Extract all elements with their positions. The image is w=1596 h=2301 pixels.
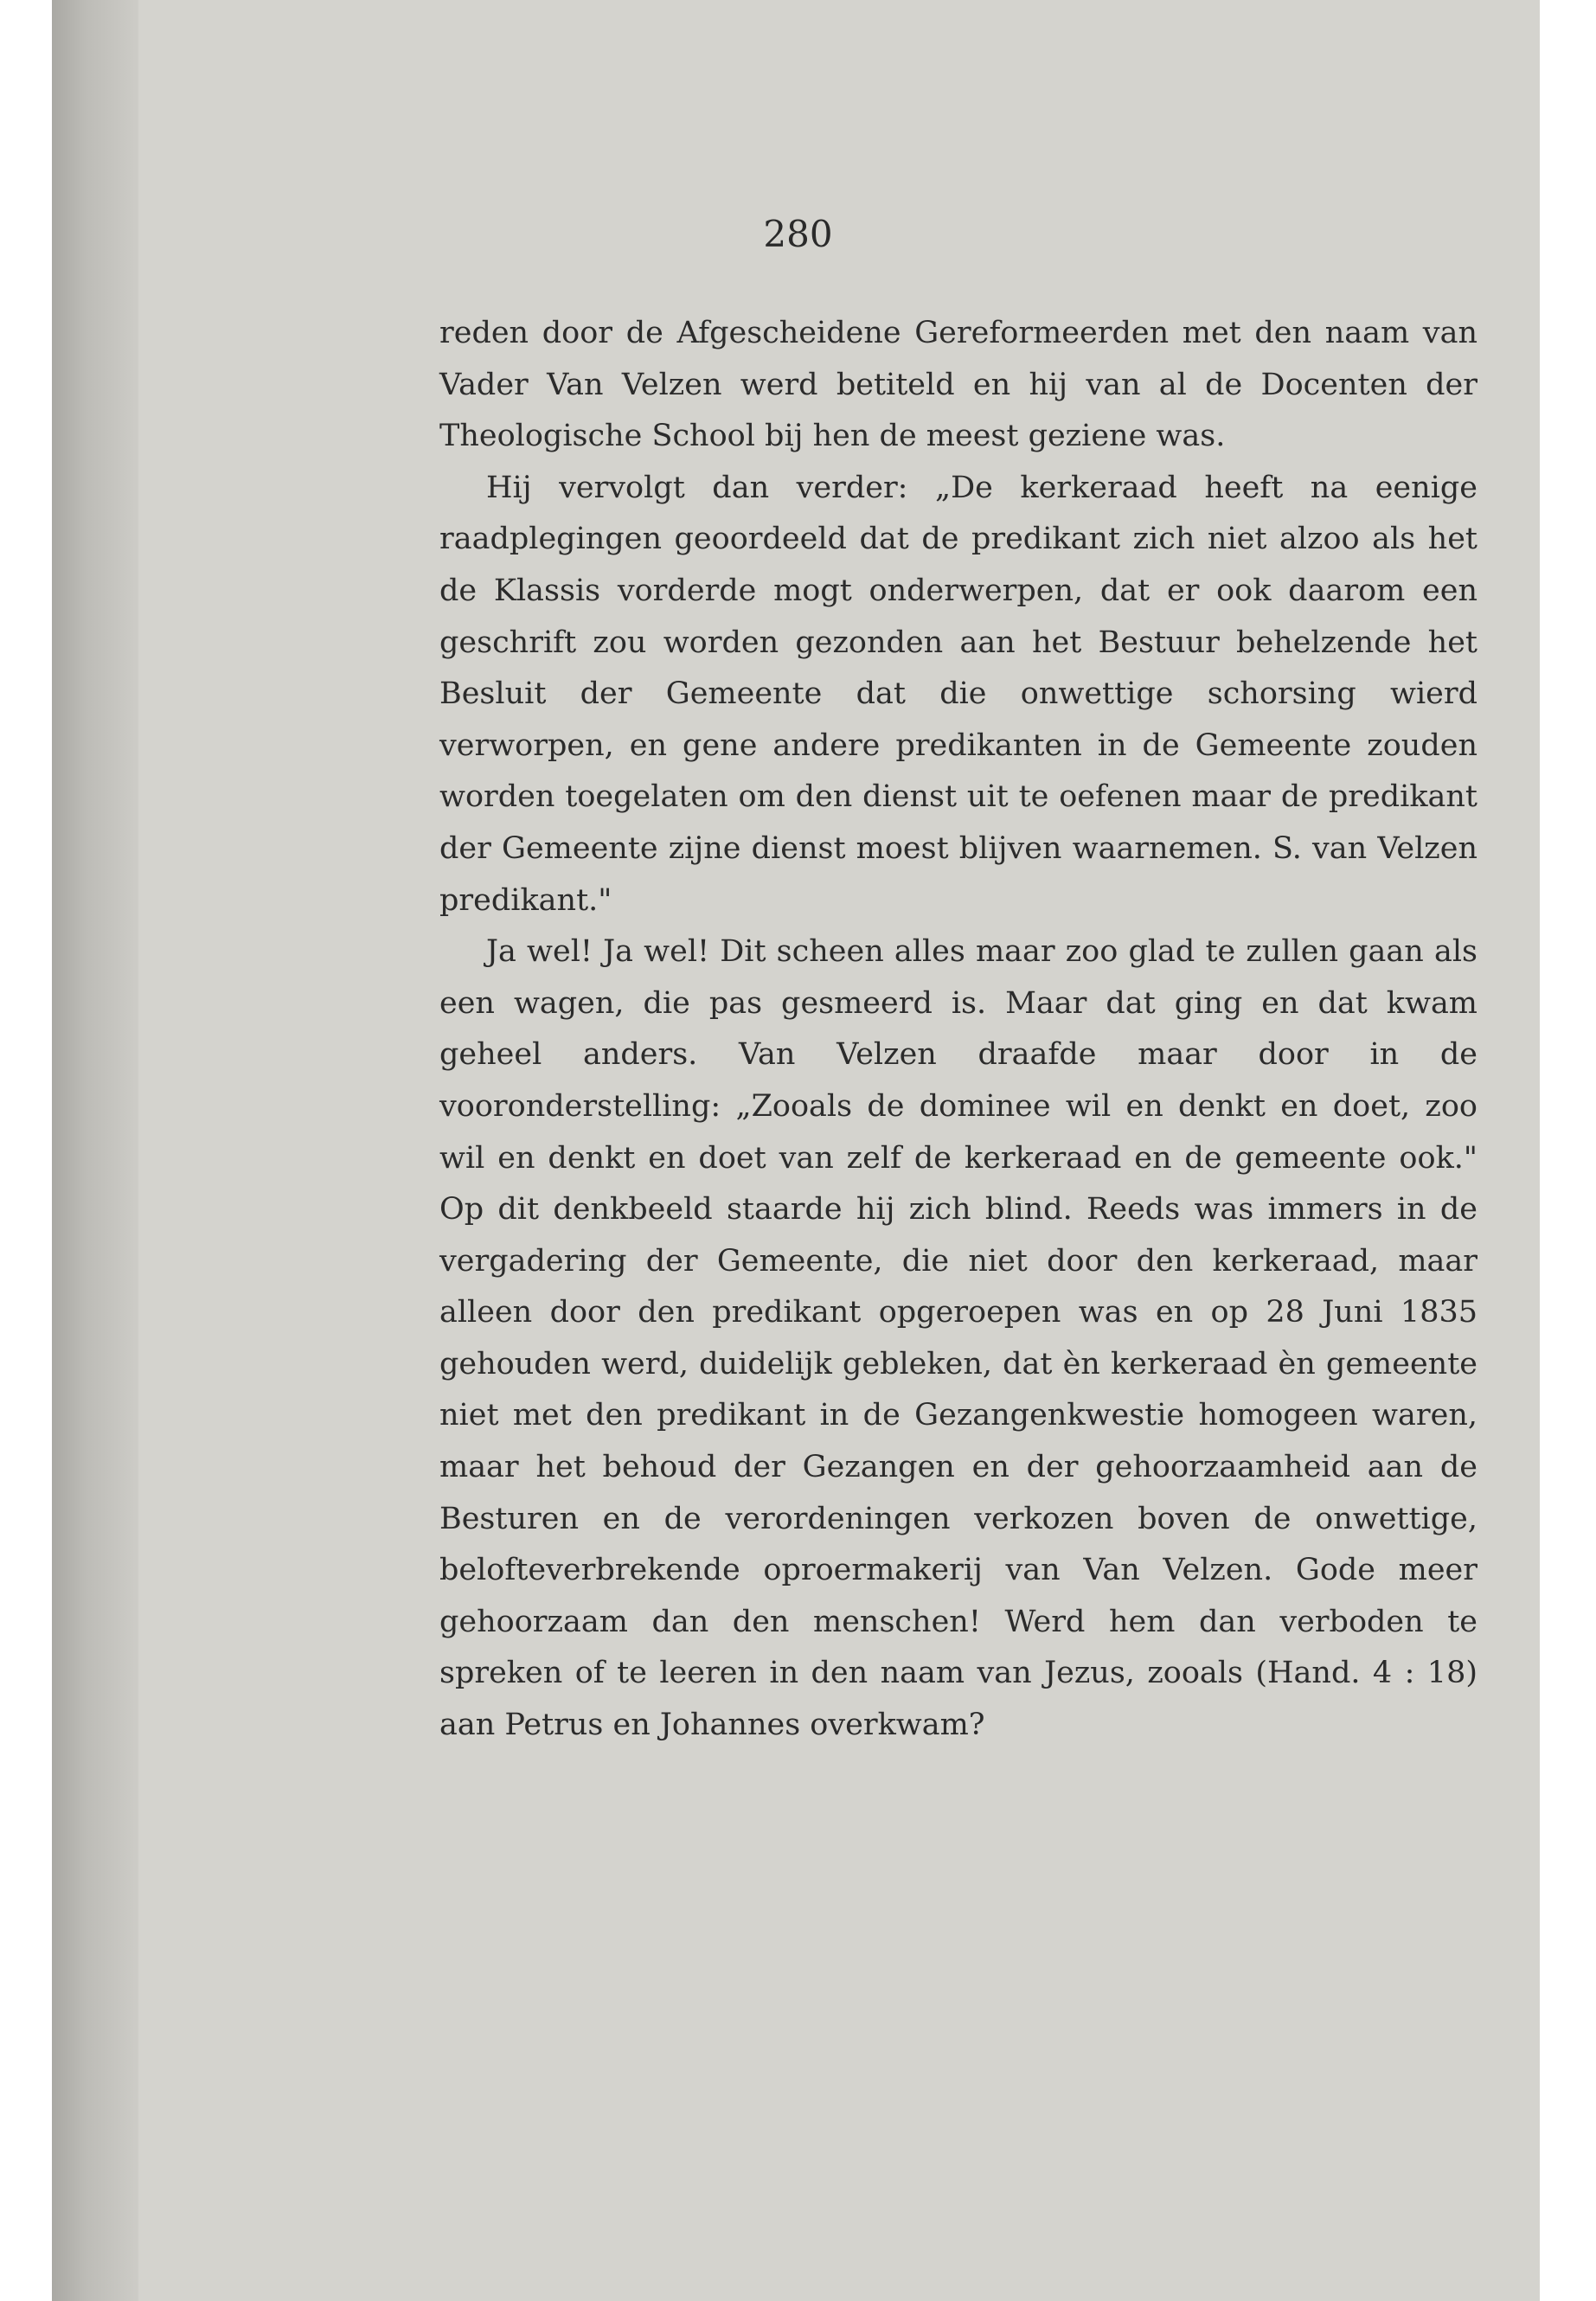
page-binding-edge bbox=[52, 0, 138, 2301]
page-number: 280 bbox=[763, 213, 833, 255]
body-text bbox=[439, 308, 1477, 1752]
paragraph-1: reden door de Afgescheidene Gereformeerden met den naam van Vader Van Velzen werd betiteld en hij van al de Docenten der Theologische School bij hen de meest geziene was. bbox=[439, 316, 1477, 454]
paragraph-2: Hij vervolgt dan verder: „De kerkeraad heeft na eenige raadplegingen geoordeeld dat de predikant zich niet alzoo als het de Klassis vorderde mogt onderwerpen, dat er ook daarom een geschrift zou worden gezonden aan het Bestuur behelzende het Besluit der Gemeente dat die onwettige schorsing wierd verworpen, en gene andere predikanten in de Gemeente zouden worden toegelaten om den dienst uit te oefenen maar de predikant der Gemeente zijne dienst moest blijven waarnemen. S. van Velzen predikant." bbox=[439, 470, 1477, 918]
paragraph-3: Ja wel! Ja wel! Dit scheen alles maar zoo glad te zullen gaan als een wagen, die pas gesmeerd is. Maar dat ging en dat kwam geheel anders. Van Velzen draafde maar door in de vooronderstelling: „Zooals de dominee wil en denkt en doet, zoo wil en denkt en doet van zelf de kerkeraad en de gemeente ook." Op dit denkbeeld staarde hij zich blind. Reeds was immers in de vergadering der Gemeente, die niet door den kerkeraad, maar alleen door den predikant opgeroepen was en op 28 Juni 1835 gehouden werd, duidelijk gebleken, dat èn kerkeraad èn gemeente niet met den predikant in de Gezangenkwestie homogeen waren, maar het behoud der Gezangen en der gehoorzaamheid aan de Besturen en de verordeningen verkozen boven de onwettige, belofteverbrekende oproermakerij van Van Velzen. Gode meer gehoorzaam dan den menschen! Werd hem dan verboden te spreken of te leeren in den naam van Jezus, zooals (Hand. 4 : 18) aan Petrus en Johannes overkwam? bbox=[439, 934, 1477, 1743]
